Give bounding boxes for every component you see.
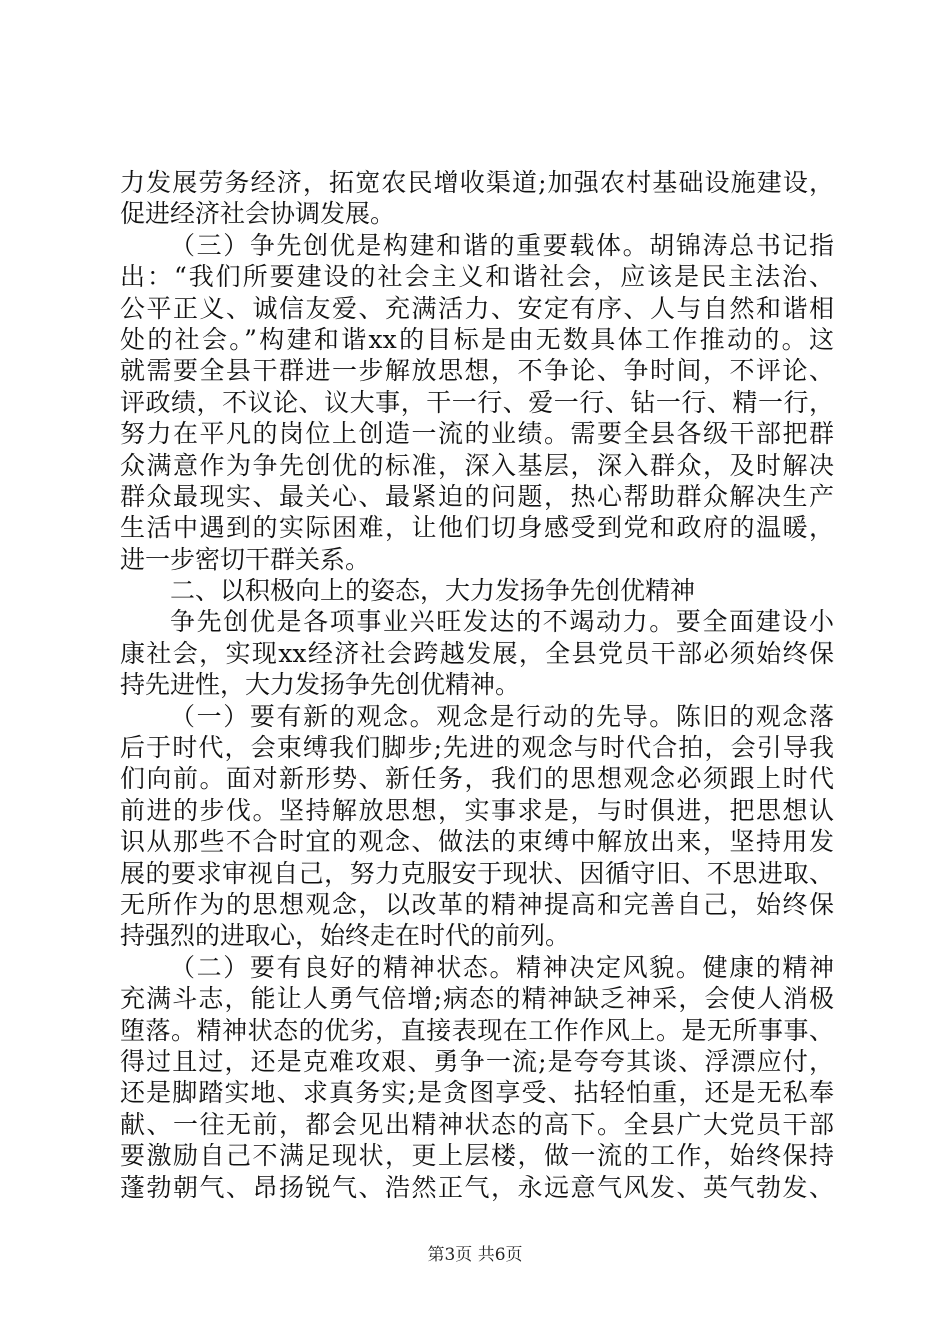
text-line: 得过且过，还是克难攻艰、勇争一流;是夸夸其谈、浮漂应付，	[120, 1046, 834, 1076]
text-line: 无所作为的思想观念，以改革的精神提高和完善自己，始终保	[120, 889, 834, 919]
text-line: 生活中遇到的实际困难，让他们切身感受到党和政府的温暖，	[120, 513, 834, 543]
text-line: 出：“我们所要建设的社会主义和谐社会，应该是民主法治、	[120, 262, 834, 292]
text-line: 群众最现实、最关心、最紧迫的问题，热心帮助群众解决生产	[120, 481, 834, 511]
paragraph	[120, 606, 834, 700]
text-line: 公平正义、诚信友爱、充满活力、安定有序、人与自然和谐相	[120, 293, 834, 323]
text-line: 们向前。面对新形势、新任务，我们的思想观念必须跟上时代	[120, 764, 834, 794]
text-line: 充满斗志，能让人勇气倍增;病态的精神缺乏神采，会使人消极	[120, 984, 834, 1014]
text-line: 识从那些不合时宜的观念、做法的束缚中解放出来，坚持用发	[120, 827, 834, 857]
text-line: 前进的步伐。坚持解放思想，实事求是，与时俱进，把思想认	[120, 795, 834, 825]
text-line: 后于时代，会束缚我们脚步;先进的观念与时代合拍，会引导我	[120, 733, 834, 763]
heading-line: 二、以积极向上的姿态，大力发扬争先创优精神	[170, 576, 696, 606]
text-line: 力发展劳务经济，拓宽农民增收渠道;加强农村基础设施建设，	[120, 168, 834, 197]
text-line: 促进经济社会协调发展。	[120, 199, 396, 229]
text-line: 争先创优是各项事业兴旺发达的不竭动力。要全面建设小	[170, 607, 834, 637]
text-line: 努力在平凡的岗位上创造一流的业绩。需要全县各级干部把群	[120, 419, 834, 449]
page-number: 第3页 共6页	[427, 1245, 523, 1265]
text-line: 进一步密切干群关系。	[120, 544, 371, 574]
text-line: 众满意作为争先创优的标准，深入基层，深入群众，及时解决	[120, 450, 834, 480]
section-heading	[120, 575, 834, 606]
text-line: 还是脚踏实地、求真务实;是贪图享受、拈轻怕重，还是无私奉	[120, 1078, 834, 1108]
text-line: （三）争先创优是构建和谐的重要载体。胡锦涛总书记指	[170, 230, 834, 260]
text-line: 展的要求审视自己，努力克服安于现状、因循守旧、不思进取、	[120, 858, 834, 888]
text-line: 康社会，实现xx经济社会跨越发展，全县党员干部必须始终保	[120, 638, 834, 668]
text-line: 就需要全县干群进一步解放思想，不争论、争时间，不评论、	[120, 356, 834, 386]
text-line: 堕落。精神状态的优劣，直接表现在工作作风上。是无所事事、	[120, 1015, 834, 1045]
paragraph	[120, 167, 834, 230]
text-line: 评政绩，不议论、议大事，干一行、爱一行、钻一行、精一行，	[120, 387, 834, 417]
text-line: 持强烈的进取心，始终走在时代的前列。	[120, 921, 571, 951]
page-footer	[0, 1243, 950, 1267]
text-line: （二）要有良好的精神状态。精神决定风貌。健康的精神	[170, 952, 834, 982]
text-line: 持先进性，大力发扬争先创优精神。	[120, 670, 521, 700]
paragraph	[120, 230, 834, 575]
text-line: （一）要有新的观念。观念是行动的先导。陈旧的观念落	[170, 701, 834, 731]
text-line: 处的社会。”构建和谐xx的目标是由无数具体工作推动的。这	[120, 324, 834, 354]
document-body	[120, 167, 834, 1203]
text-line: 献、一往无前，都会见出精神状态的高下。全县广大党员干部	[120, 1109, 834, 1139]
text-line: 蓬勃朝气、昂扬锐气、浩然正气，永远意气风发、英气勃发、	[120, 1172, 834, 1202]
paragraph	[120, 952, 834, 1203]
text-line: 要激励自己不满足现状，更上层楼，做一流的工作，始终保持	[120, 1141, 834, 1171]
paragraph	[120, 701, 834, 952]
